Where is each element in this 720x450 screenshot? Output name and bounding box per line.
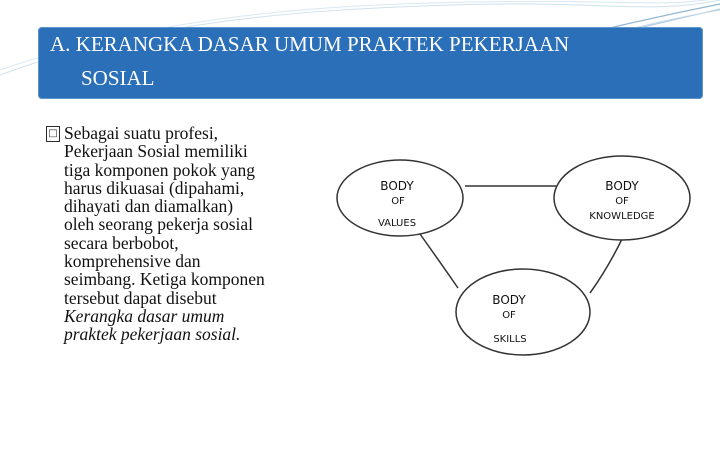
values-node-line-2: OF	[391, 196, 405, 207]
bullet-line: seimbang. Ketiga komponen	[64, 269, 265, 290]
bullet-line: oleh seorang pekerja sosial	[64, 214, 254, 235]
skills-node-line-1: BODY	[492, 293, 526, 307]
bullet-line-italic: Kerangka dasar umum	[64, 305, 225, 326]
body-of-skills-node	[456, 269, 590, 355]
knowledge-node-line-3: KNOWLEDGE	[589, 211, 655, 222]
bullet-line: secara berbobot,	[64, 232, 179, 253]
bullet-line: Sebagai suatu profesi,	[64, 123, 219, 143]
connector-values-skills	[420, 234, 458, 288]
bullet-line: dihayati dan diamalkan)	[64, 196, 234, 217]
bullet-line: harus dikuasai (dipahami,	[64, 177, 245, 198]
bullet-line: tersebut dapat disebut	[64, 287, 217, 308]
skills-node-line-2: OF	[502, 310, 516, 321]
values-node-line-3: VALUES	[377, 218, 417, 229]
bullet-line: komprehensive dan	[64, 251, 201, 272]
bullet-box-icon: □	[46, 126, 60, 142]
knowledge-node-line-1: BODY	[605, 179, 639, 193]
slide-title-line-1: A. KERANGKA DASAR UMUM PRAKTEK PEKERJAAN	[50, 32, 570, 56]
connector-knowledge-skills	[590, 237, 623, 293]
values-node-line-1: BODY	[380, 179, 414, 193]
skills-node-line-3: SKILLS	[493, 334, 527, 345]
body-of-knowledge-node	[554, 156, 690, 240]
body-of-values-node	[337, 160, 463, 236]
bullet-line: Pekerjaan Sosial memiliki	[64, 141, 248, 162]
bullet-line: tiga komponen pokok yang	[64, 159, 256, 180]
knowledge-node-line-2: OF	[615, 196, 629, 207]
slide-title-line-2: SOSIAL	[81, 66, 155, 90]
bullet-line-italic: praktek pekerjaan sosial.	[64, 324, 241, 345]
